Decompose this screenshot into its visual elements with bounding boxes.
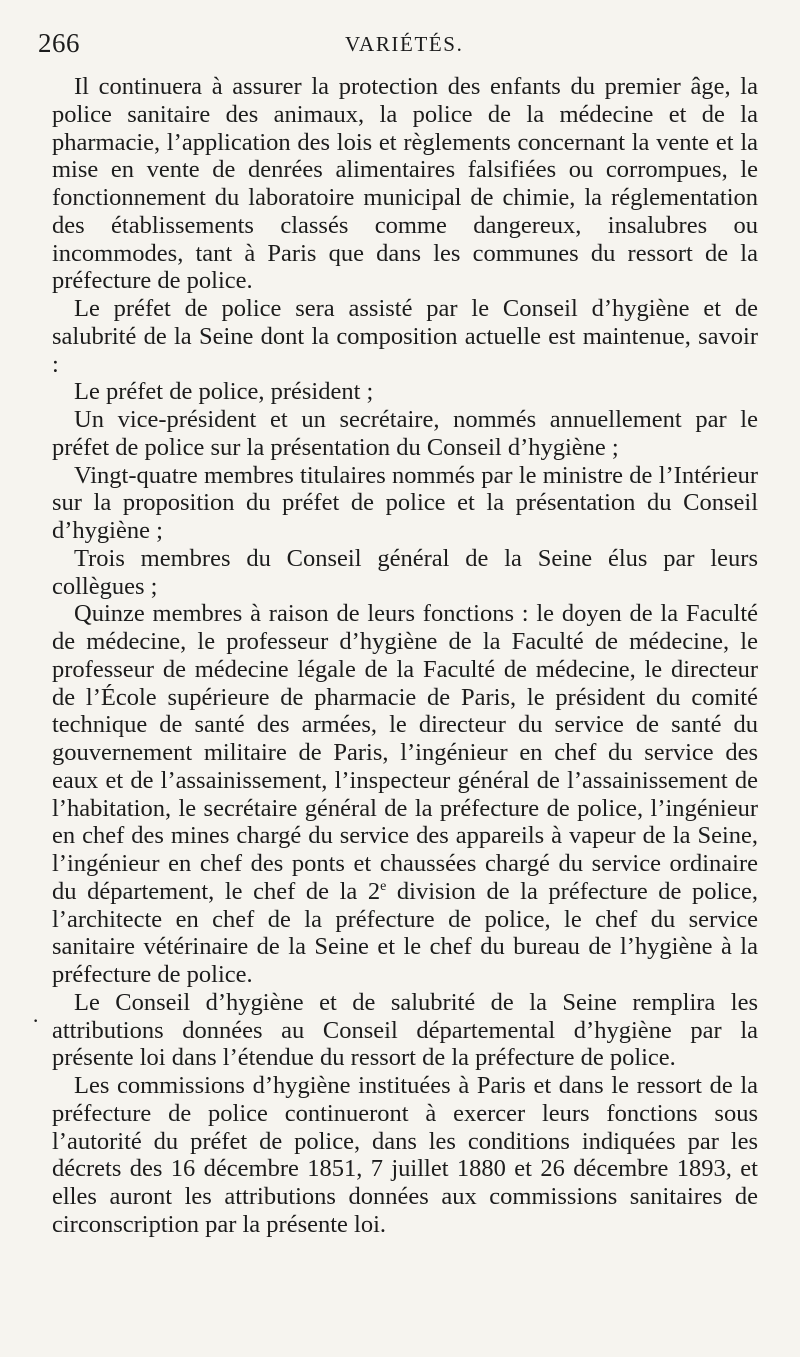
paragraph-trois-membres: Trois membres du Conseil général de la Seine élus par leurs collègues ; [52,544,758,600]
paragraph-membres-titulaires: Vingt-quatre membres titulaires nommés par le ministre de l’Intérieur sur la proposition du préfet de police et la présentation du Conseil d’hygiène ; [52,461,758,544]
paragraph-quinze-membres [52,600,758,989]
paragraph-quinze-text-b: division de la préfecture de police, l’architecte en chef de la préfecture de police, le chef du service sanitaire vétérinaire de la Seine et le chef du bureau de l’hygiène à la préfecture de police. [52,877,758,988]
body-text [52,73,758,1239]
margin-mark: · [32,1008,40,1033]
paragraph-conseil-attributions: Le Conseil d’hygiène et de salubrité de la Seine remplira les attributions données au Conseil départemental d’hygiène par la présente loi dans l’étendue du ressort de la préfecture de police. [52,988,758,1072]
running-head [38,28,758,68]
page-number: 266 [38,28,80,58]
paragraph-conseil-assist: Le préfet de police sera assisté par le Conseil d’hygiène et de salubrité de la Seine dont la composition actuelle est maintenue, savoir : [52,295,758,378]
ordinal-superscript: e [380,878,387,894]
paragraph-hygiene-duties: Il continuera à assurer la protection des enfants du premier âge, la police sanitaire des animaux, la police de la médecine et de la pharmacie, l’application des lois et règlements concernant la vente et la mise en vente de denrées alimentaires falsifiées ou corrompues, le fonctionnement du laboratoire municipal de chimie, la réglementation des établissements classés comme dangereux, insalubres ou incommodes, tant à Paris que dans les communes du ressort de la préfecture de police. [52,73,758,295]
paragraph-prefet-president: Le préfet de police, président ; [74,378,374,406]
section-title: VARIÉTÉS. [345,32,464,56]
paragraph-quinze-text-a: Quinze membres à raison de leurs fonctions : le doyen de la Faculté de médecine, le professeur d’hygiène de la Faculté de médecine, le professeur de médecine légale de la Faculté de médecine, le directeur de l’École supérieure de pharmacie de Paris, le président du comité technique de santé des armées, le directeur du service de santé du gouvernement militaire de Paris, l’ingénieur en chef du service des eaux et de l’assainissement, l’inspecteur général de l’assainissement de l’habitation, le secrétaire général de la préfecture de police, l’ingénieur en chef des mines chargé du service des appareils à vapeur de la Seine, l’ingénieur en chef des ponts et chaussées chargé du service ordinaire du département, le chef de la 2 [52,600,758,905]
paragraph-vice-president: Un vice-président et un secrétaire, nommés annuellement par le préfet de police sur la présentation du Conseil d’hygiène ; [52,406,758,461]
paragraph-commissions: Les commissions d’hygiène instituées à Paris et dans le ressort de la préfecture de police continueront à exercer leurs fonctions sous l’autorité du préfet de police, dans les conditions indiquées par les décrets des 16 décembre 1851, 7 juillet 1880 et 26 décembre 1893, et elles auront les attributions données aux commissions sanitaires de circonscription par la présente loi. [52,1072,758,1238]
